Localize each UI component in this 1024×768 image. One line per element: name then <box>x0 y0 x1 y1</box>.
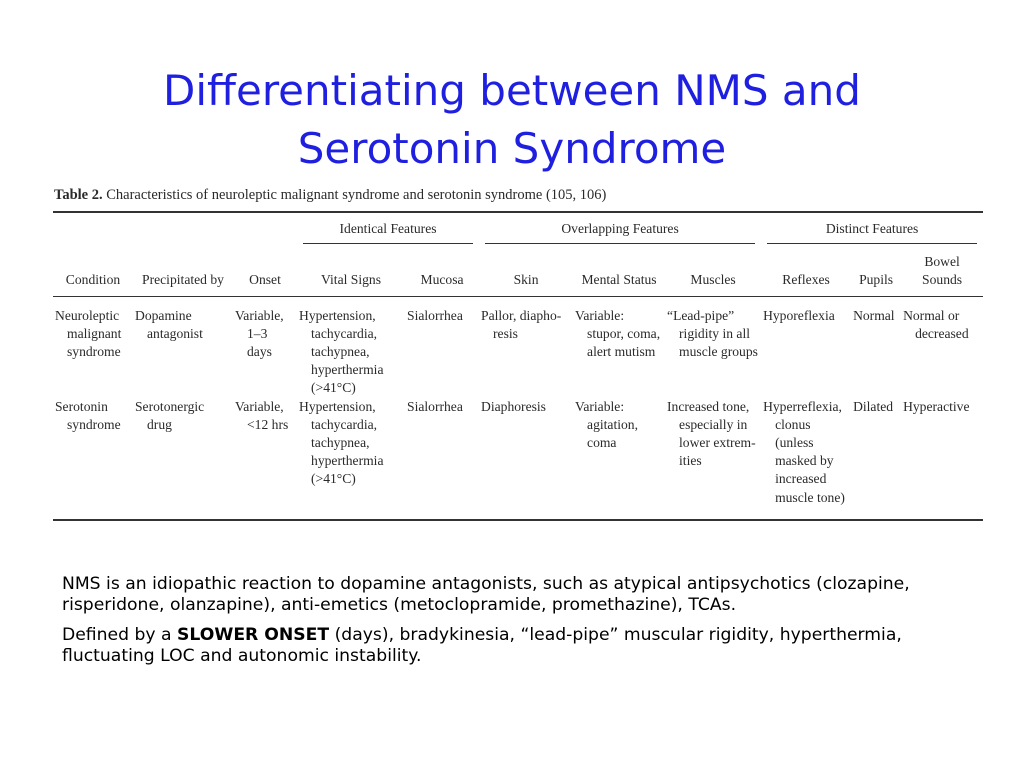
col-header-mucosa: Mucosa <box>405 250 479 296</box>
table-cell: Variable: stupor, coma, alert mutism <box>575 307 661 360</box>
table-cell: Normal <box>853 307 895 323</box>
table-cell: Hyporeflexia <box>763 307 835 323</box>
table-cell: “Lead-pipe” rigidity in all muscle groups <box>667 307 758 360</box>
table-cell: Variable, <12 hrs <box>235 398 289 432</box>
slower-onset-emphasis: SLOWER ONSET <box>177 625 330 645</box>
table-caption <box>54 186 983 204</box>
table-caption-text: Characteristics of neuroleptic malignant syndrome and serotonin syndrome (105, 106) <box>106 187 607 203</box>
table-cell: Sialorrhea <box>407 307 463 323</box>
table-cell: Hyperactive <box>903 398 970 414</box>
table-cell: Variable: agitation, coma <box>575 398 638 451</box>
table-cell: Pallor, diapho-resis <box>481 307 562 341</box>
table-cell: Serotonin syndrome <box>55 398 121 432</box>
table-cell: Serotonergic drug <box>135 398 205 432</box>
table-cell: Variable, 1–3 days <box>235 307 284 360</box>
body-paragraph-2: Defined by a SLOWER ONSET (days), bradykinesia, “lead-pipe” muscular rigidity, hyperthermia, fluctuating LOC and autonomic instability. <box>62 625 902 666</box>
table-row-serotonin <box>53 398 983 520</box>
table-header-row <box>53 250 983 296</box>
comparison-table <box>53 211 983 521</box>
slide-title: Differentiating between NMS and Serotonin Syndrome <box>163 66 861 174</box>
table-cell: Neuroleptic malignant syndrome <box>55 307 122 360</box>
comparison-table-block <box>53 186 983 521</box>
table-cell: Dilated <box>853 398 894 414</box>
table-cell: Sialorrhea <box>407 398 463 414</box>
table-cell: Normal or decreased <box>903 307 969 341</box>
group-distinct-features: Distinct Features <box>761 212 983 250</box>
table-group-row <box>53 212 983 250</box>
table-cell: Dopamine antagonist <box>135 307 203 341</box>
col-header-reflexes: Reflexes <box>761 250 851 296</box>
col-header-precipitated-by: Precipitated by <box>133 250 233 296</box>
col-header-condition: Condition <box>53 250 133 296</box>
col-header-pupils: Pupils <box>851 250 901 296</box>
table-caption-label: Table 2. <box>54 187 103 203</box>
table-cell: Diaphoresis <box>481 398 546 414</box>
table-cell: Hyperreflexia, clonus (unless masked by increased muscle tone) <box>763 398 845 505</box>
table-cell: Hypertension, tachycardia, tachypnea, hyperthermia (>41°C) <box>299 398 384 487</box>
col-header-vital-signs: Vital Signs <box>297 250 405 296</box>
slide-body <box>62 574 962 676</box>
col-header-muscles: Muscles <box>665 250 761 296</box>
group-identical-features: Identical Features <box>297 212 479 250</box>
col-header-mental-status: Mental Status <box>573 250 665 296</box>
col-header-bowel-sounds: Bowel Sounds <box>901 250 983 296</box>
table-cell: Increased tone, especially in lower extrem-ities <box>667 398 756 469</box>
table-cell: Hypertension, tachycardia, tachypnea, hyperthermia (>41°C) <box>299 307 384 396</box>
col-header-skin: Skin <box>479 250 573 296</box>
col-header-onset: Onset <box>233 250 297 296</box>
group-overlapping-features: Overlapping Features <box>479 212 761 250</box>
body-paragraph-1: NMS is an idiopathic reaction to dopamine antagonists, such as atypical antipsychotics (clozapine, risperidone, olanzapine), anti-emetics (metoclopramide, promethazine), TCAs. <box>62 574 910 615</box>
table-row-nms <box>53 296 983 398</box>
